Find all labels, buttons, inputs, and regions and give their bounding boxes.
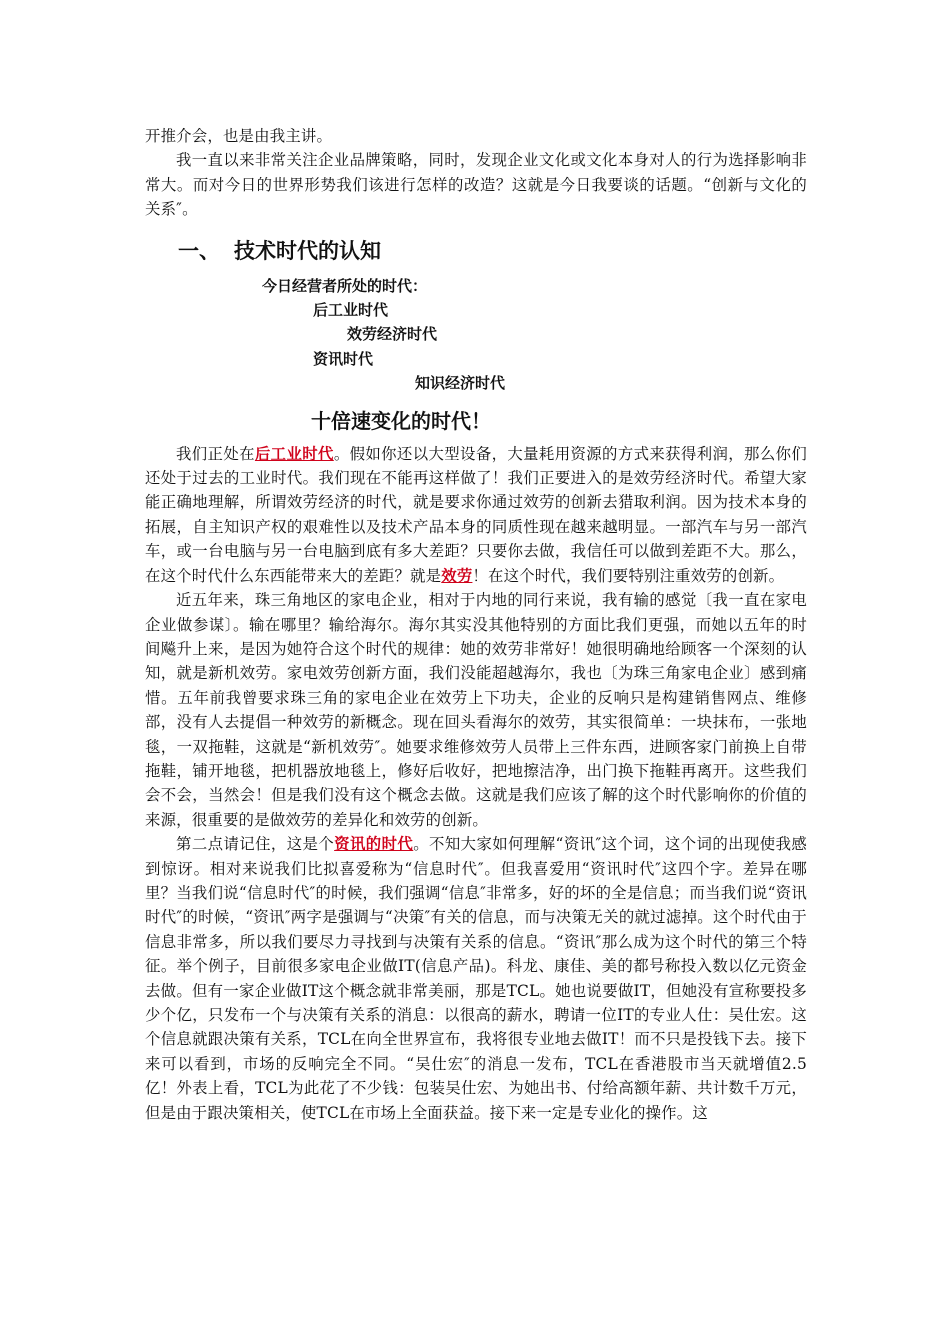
paragraph-4: [145, 832, 807, 1125]
paragraph-2-text-a: 我们正处在: [176, 444, 255, 463]
paragraph-2-text-b: 。假如你还以大型设备，大量耗用资源的方式来获得利润，那么你们还处于过去的工业时代。我们现在不能再这样做了！我们正要进入的是效劳经济时代。希望大家能正确地理解，所谓效劳经济的时代，就是要求你通过效劳的创新去猎取利润。因为技术本身的拓展，自主知识产权的艰难性以及技术产品本身的同质性现在越来越明显。一部汽车与另一部汽车，或一台电脑与另一台电脑到底有多大差距？只要你去做，我信任可以做到差距不大。那么，在这个时代什么东西能带来大的差距？就是: [145, 444, 807, 585]
paragraph-4-text-b: 。不知大家如何理解“资讯″这个词，这个词的出现使我感到惊讶。相对来说我们比拟喜爱称为“信息时代″。但我喜爱用“资讯时代″这四个字。差异在哪里？当我们说“信息时代″的时候，我们强调“信息″非常多，好的坏的全是信息；而当我们说“资讯时代″的时候，“资讯″两字是强调与“决策″有关的信息，而与决策无关的就过滤掉。这个时代由于信息非常多，所以我们要尽力寻找到与决策有关系的信息。“资讯″那么成为这个时代的第三个特征。举个例子，目前很多家电企业做IT(信息产品)。科龙、康佳、美的都号称投入数以亿元资金去做。但有一家企业做IT这个概念就非常美丽，那是TCL。她也说要做IT，但她没有宣称要投多少个亿，只发布一个与决策有关系的消息：以很高的薪水，聘请一位IT的专业人仕：吴仕宏。这个信息就跟决策有关系，TCL在向全世界宣布，我将很专业地去做IT！而不只是投钱下去。接下来可以看到，市场的反响完全不同。“吴仕宏″的消息一发布，TCL在香港股市当天就增值2.5亿！外表上看，TCL为此花了不少钱：包装吴仕宏、为她出书、付给高额年薪、共计数千万元，但是由于跟决策相关，使TCL在市场上全面获益。接下来一定是专业化的操作。这: [145, 835, 807, 1122]
era-knowledge-economy: 知识经济时代: [415, 374, 506, 393]
tagline: 十倍速变化的时代！: [311, 408, 491, 433]
section-heading: [178, 236, 807, 266]
paragraph-0: 开推介会，也是由我主讲。: [145, 127, 333, 145]
era-service-economy: 效劳经济时代: [347, 325, 438, 344]
section-number: 一、: [178, 238, 220, 263]
highlight-information-era: 资讯的时代: [334, 835, 414, 854]
paragraph-4-text-a: 第二点请记住，这是个: [176, 835, 335, 854]
document-page: [145, 124, 807, 1125]
era-information: 资讯时代: [313, 349, 374, 368]
paragraph-3: 近五年来，珠三角地区的家电企业，相对于内地的同行来说，我有输的感觉〔我一直在家电企业做参谋〕。输在哪里？输给海尔。海尔其实没其他特别的方面比我们更强，而她以五年的时间飚升上来，是因为她符合这个时代的规律：她的效劳非常好！她很明确地给顾客一个深刻的认知，就是新机效劳。家电效劳创新方面，我们没能超越海尔，我也〔为珠三角家电企业〕感到痛惜。五年前我曾要求珠三角的家电企业在效劳上下功夫，企业的反响只是构建销售网点、维修部，没有人去提倡一种效劳的新概念。现在回头看海尔的效劳，其实很简单：一块抹布，一张地毯，一双拖鞋，这就是“新机效劳″。她要求维修效劳人员带上三件东西，进顾客家门前换上自带拖鞋，铺开地毯，把机器放地毯上，修好后收好，把地擦洁净，出门换下拖鞋再离开。这些我们会不会，当然会！但是我们没有这个概念去做。这就是我们应该了解的这个时代影响你的价值的来源，很重要的是做效劳的差异化和效劳的创新。: [145, 591, 807, 829]
highlight-post-industrial: 后工业时代: [254, 444, 334, 463]
paragraph-2: [145, 442, 807, 588]
highlight-service: 效劳: [441, 566, 473, 585]
paragraph-1: 我一直以来非常关注企业品牌策略，同时，发现企业文化或文化本身对人的行为选择影响非常大。而对今日的世界形势我们该进行怎样的改造？这就是今日我要谈的话题。“创新与文化的关系″。: [145, 151, 807, 219]
section-title: 技术时代的认知: [234, 238, 381, 263]
eras-intro: 今日经营者所处的时代：: [262, 276, 428, 295]
era-post-industrial: 后工业时代: [313, 301, 389, 320]
paragraph-2-text-c: ！在这个时代，我们要特别注重效劳的创新。: [472, 566, 785, 585]
